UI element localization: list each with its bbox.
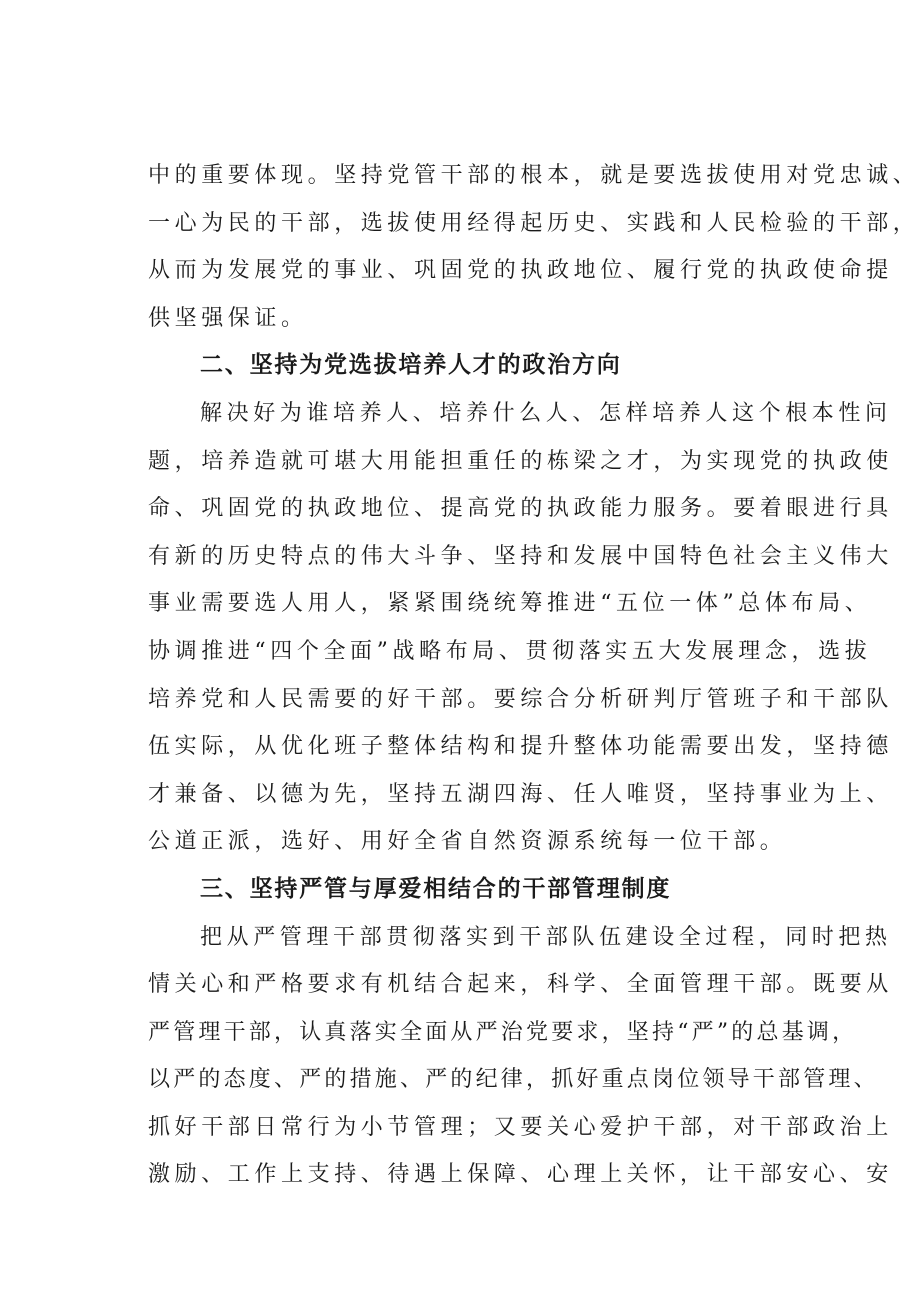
section-heading-3: 三、坚持严管与厚爱相结合的干部管理制度 [200, 875, 672, 902]
text-line: 以严的态度、严的措施、严的纪律，抓好重点岗位领导干部管理、 [148, 1067, 879, 1093]
paragraph-1 [148, 152, 920, 342]
text-line: 抓好干部日常行为小节管理；又要关心爱护干部，对干部政治上 [148, 1114, 893, 1140]
document-body [148, 152, 920, 1199]
paragraph-2 [148, 390, 893, 866]
paragraph-3 [148, 914, 893, 1200]
text-line: 公道正派，选好、用好全省自然资源系统每一位干部。 [148, 829, 787, 855]
text-line: 一心为民的干部，选拔使用经得起历史、实践和人民检验的干部， [148, 210, 920, 236]
text-line: 中的重要体现。坚持党管干部的根本，就是要选拔使用对党忠诚、 [148, 163, 920, 188]
text-line: 协调推进“四个全面”战略布局、贯彻落实五大发展理念，选拔 [148, 638, 872, 664]
text-line: 从而为发展党的事业、巩固党的执政地位、履行党的执政使命提 [148, 258, 893, 284]
text-line: 把从严管理干部贯彻落实到干部队伍建设全过程，同时把热 [200, 924, 892, 950]
text-line: 解决好为谁培养人、培养什么人、怎样培养人这个根本性问 [200, 400, 892, 426]
text-line: 激励、工作上支持、待遇上保障、心理上关怀，让干部安心、安 [148, 1162, 893, 1188]
text-line: 题，培养造就可堪大用能担重任的栋梁之才，为实现党的执政使 [148, 448, 893, 474]
text-line: 供坚强保证。 [148, 305, 308, 331]
text-line: 有新的历史特点的伟大斗争、坚持和发展中国特色社会主义伟大 [148, 543, 893, 569]
text-line: 培养党和人民需要的好干部。要综合分析研判厅管班子和干部队 [148, 686, 893, 712]
text-line: 伍实际，从优化班子整体结构和提升整体功能需要出发，坚持德 [148, 734, 893, 760]
text-line: 严管理干部，认真落实全面从严治党要求，坚持“严”的总基调， [148, 1019, 858, 1045]
text-line: 才兼备、以德为先，坚持五湖四海、任人唯贤，坚持事业为上、 [148, 781, 893, 807]
section-heading-2: 二、坚持为党选拔培养人才的政治方向 [200, 352, 622, 379]
text-line: 情关心和严格要求有机结合起来，科学、全面管理干部。既要从 [148, 972, 893, 998]
text-line: 命、巩固党的执政地位、提高党的执政能力服务。要着眼进行具 [148, 496, 893, 522]
text-line: 事业需要选人用人，紧紧围绕统筹推进“五位一体”总体布局、 [148, 591, 872, 617]
